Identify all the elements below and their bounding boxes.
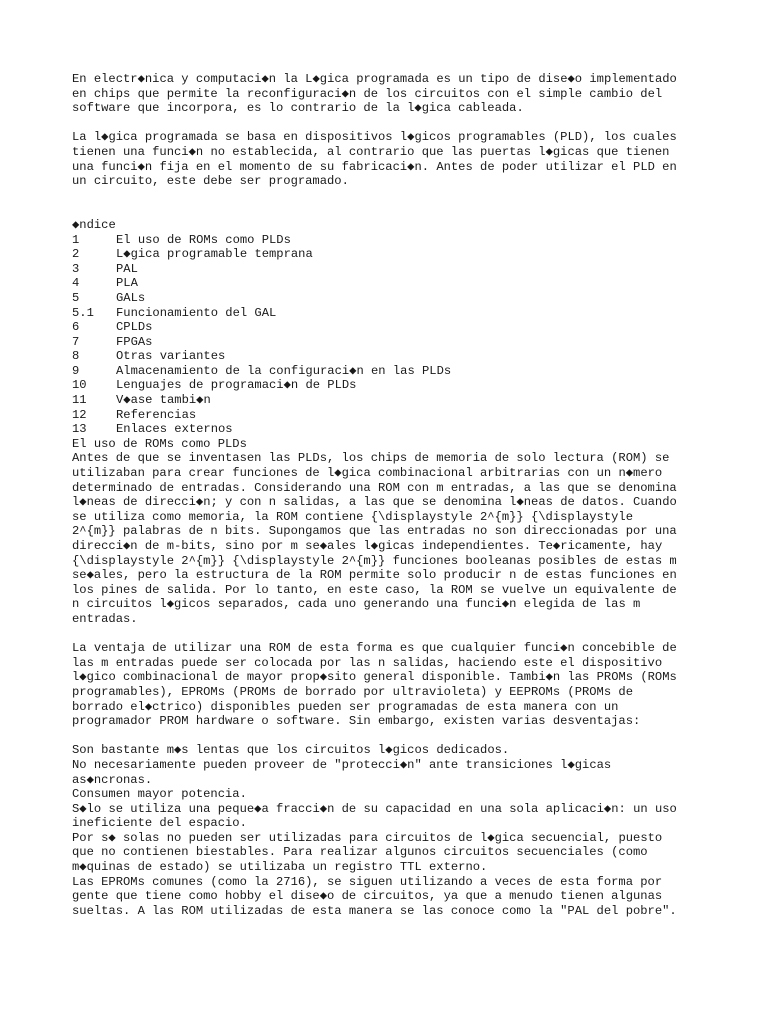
toc-item[interactable] [72,393,712,408]
document-page [72,72,712,918]
list-item: Son bastante m◆s lentas que los circuitos l◆gicos dedicados. [72,743,510,758]
section-heading: El uso de ROMs como PLDs [72,436,247,451]
text-line: n circuitos l◆gicos separados, cada uno generando una funci◆n elegida de las m [72,597,641,612]
list-item: Las EPROMs comunes (como la 2716), se siguen utilizando a veces de esta forma por [72,874,663,889]
toc-item[interactable] [72,233,712,248]
section-paragraph [72,451,712,626]
text-line: l◆neas de direcci◆n; y con n salidas, a las que se denomina l◆neas de datos. Cuando [72,495,677,510]
toc-item[interactable] [72,306,712,321]
list-item: as◆ncronas. [72,772,153,787]
text-line: en chips que permite la reconfiguraci◆n de los circuitos con el simple cambio del [72,86,663,101]
list-item: Consumen mayor potencia. [72,787,247,802]
toc-item[interactable] [72,291,712,306]
toc-item[interactable] [72,262,712,277]
toc-item-title: PAL [116,261,138,276]
text-line: software que incorpora, es lo contrario de la l◆gica cableada. [72,101,524,116]
toc-item-number: 7 [72,334,80,349]
toc-heading: ◆ndice [72,217,116,232]
text-line: los pines de salida. Por lo tanto, en este caso, la ROM se vuelve un equivalente de [72,582,677,597]
toc-item[interactable] [72,378,712,393]
text-line: una funci◆n fija en el momento de su fabricaci◆n. Antes de poder utilizar el PLD en [72,159,677,174]
toc-item-number: 9 [72,363,80,378]
list-item: sueltas. A las ROM utilizadas de esta manera se las conoce como la "PAL del pobre". [72,903,677,918]
text-line: entradas. [72,611,138,626]
toc-item-number: 6 [72,320,80,335]
intro-paragraph [72,72,712,116]
toc-item-title: GALs [116,290,146,305]
text-line: {\displaystyle 2^{m}} {\displaystyle 2^{m}} funciones booleanas posibles de estas m [72,553,677,568]
list-item: S◆lo se utiliza una peque◆a fracci◆n de su capacidad en una sola aplicaci◆n: un uso [72,801,677,816]
toc-item-number: 4 [72,276,80,291]
text-line: Antes de que se inventasen las PLDs, los chips de memoria de solo lectura (ROM) se [72,451,670,466]
toc-item-title: Lenguajes de programaci◆n de PLDs [116,378,357,393]
list-item: No necesariamente pueden proveer de "protecci◆n" ante transiciones l◆gicas [72,757,612,772]
toc-item-title: Enlaces externos [116,422,233,437]
section-paragraph [72,641,712,729]
toc-item-number: 5.1 [72,305,94,320]
list-item: ineficiente del espacio. [72,816,247,831]
toc-item[interactable] [72,349,712,364]
text-line: En electr◆nica y computaci◆n la L◆gica programada es un tipo de dise◆o implementado [72,72,677,86]
toc-item-title: CPLDs [116,320,153,335]
toc-item-title: V◆ase tambi◆n [116,393,211,408]
toc-item[interactable] [72,422,712,437]
toc-item-number: 3 [72,261,80,276]
disadvantages-list [72,743,712,918]
text-line: utilizaban para crear funciones de l◆gica combinacional arbitrarias con un n◆mero [72,466,663,481]
toc-item-title: El uso de ROMs como PLDs [116,232,291,247]
toc-item-number: 8 [72,349,80,364]
text-line: 2^{m}} palabras de n bits. Supongamos que las entradas no son direccionadas por una [72,524,677,539]
toc-item-title: Funcionamiento del GAL [116,305,277,320]
toc-item-title: PLA [116,276,138,291]
toc-item[interactable] [72,364,712,379]
toc-item-number: 13 [72,422,87,437]
text-line: La ventaja de utilizar una ROM de esta forma es que cualquier funci◆n concebible de [72,641,677,656]
toc-item-number: 2 [72,247,80,262]
toc-item[interactable] [72,408,712,423]
list-item: Por s◆ solas no pueden ser utilizadas para circuitos de l◆gica secuencial, puesto [72,830,663,845]
text-line: programables), EPROMs (PROMs de borrado por ultravioleta) y EEPROMs (PROMs de [72,684,633,699]
toc-item-number: 11 [72,393,87,408]
toc-item-title: FPGAs [116,334,153,349]
intro-paragraph-2 [72,130,712,188]
toc-item-number: 10 [72,378,87,393]
text-line: determinado de entradas. Considerando una ROM con m entradas, a las que se denomina [72,480,677,495]
toc-item-title: L◆gica programable temprana [116,247,313,262]
list-item: que no contienen biestables. Para realizar algunos circuitos secuenciales (como [72,845,648,860]
text-line: programador PROM hardware o software. Sin embargo, existen varias desventajas: [72,714,641,729]
text-line: se utiliza como memoria, la ROM contiene {\displaystyle 2^{m}} {\displaystyle [72,509,633,524]
toc-item[interactable] [72,335,712,350]
toc-item-title: Otras variantes [116,349,226,364]
toc-item[interactable] [72,247,712,262]
text-line: La l◆gica programada se basa en dispositivos l◆gicos programables (PLD), los cuales [72,130,677,145]
toc-item-title: Referencias [116,407,197,422]
list-item: m◆quinas de estado) se utilizaba un registro TTL externo. [72,860,488,875]
toc-item-number: 5 [72,290,80,305]
list-item: gente que tiene como hobby el dise◆o de circuitos, ya que a menudo tienen algunas [72,889,663,904]
text-line: un circuito, este debe ser programado. [72,174,349,189]
text-line: borrado el◆ctrico) disponibles pueden ser programadas de esta manera con un [72,699,619,714]
toc-item-title: Almacenamiento de la configuraci◆n en las PLDs [116,363,452,378]
text-line: las m entradas puede ser colocada por las n salidas, haciendo este el dispositivo [72,655,663,670]
toc-item[interactable] [72,276,712,291]
text-line: l◆gico combinacional de mayor prop◆sito general disponible. Tambi◆n las PROMs (ROMs [72,670,677,685]
toc-item[interactable] [72,320,712,335]
toc-item-number: 12 [72,407,87,422]
text-line: direcci◆n de m-bits, sino por m se◆ales l◆gicas independientes. Te◆ricamente, hay [72,539,663,553]
table-of-contents [72,218,712,437]
text-line: tienen una funci◆n no establecida, al contrario que las puertas l◆gicas que tienen [72,144,670,159]
toc-item-number: 1 [72,232,80,247]
text-line: se◆ales, pero la estructura de la ROM permite solo producir n de estas funciones en [72,568,677,583]
section-rom-as-pld [72,437,712,919]
